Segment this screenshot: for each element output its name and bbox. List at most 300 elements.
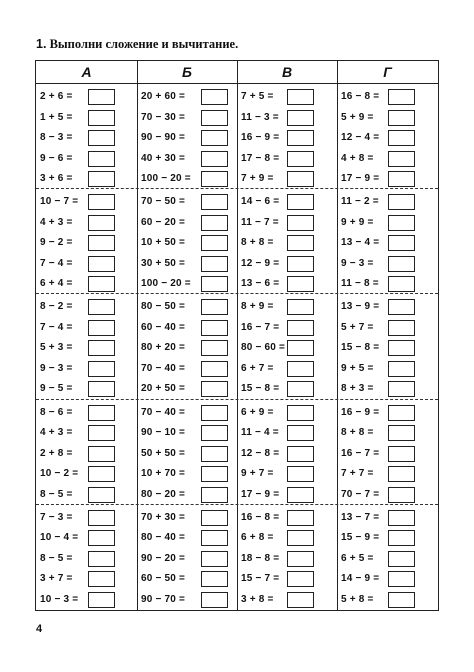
answer-box[interactable]: [201, 299, 228, 315]
answer-box[interactable]: [88, 592, 115, 608]
problem-expression: 8 − 5 =: [40, 488, 73, 500]
problem-row: [337, 592, 438, 610]
answer-box[interactable]: [88, 466, 115, 482]
problem-expression: 80 − 40 =: [141, 532, 186, 544]
problem-expression: 11 − 2 =: [341, 196, 379, 208]
exercise-table: [35, 60, 439, 611]
column-header-2: Б: [182, 64, 192, 80]
answer-box[interactable]: [88, 571, 115, 587]
problem-row: [137, 256, 237, 274]
answer-box[interactable]: [88, 320, 115, 336]
problem-expression: 4 + 3 =: [40, 216, 73, 228]
answer-box[interactable]: [88, 446, 115, 462]
problem-row: [36, 466, 137, 484]
answer-box[interactable]: [388, 340, 415, 356]
problem-expression: 15 − 8 =: [341, 342, 380, 354]
problem-expression: 7 + 5 =: [241, 91, 274, 102]
problem-row: [237, 425, 337, 443]
problem-expression: 7 − 3 =: [40, 511, 73, 523]
problem-row: [337, 425, 438, 443]
answer-box[interactable]: [287, 592, 314, 608]
problem-row: [36, 405, 137, 423]
answer-box[interactable]: [287, 446, 314, 462]
answer-box[interactable]: [388, 571, 415, 587]
answer-box[interactable]: [201, 405, 228, 421]
problem-row: [36, 235, 137, 253]
problem-expression: 10 − 7 =: [40, 196, 79, 208]
problem-expression: 5 + 7 =: [341, 321, 374, 333]
problem-expression: 16 − 9 =: [241, 132, 280, 143]
problem-row: [337, 215, 438, 233]
answer-box[interactable]: [201, 425, 228, 441]
problem-row: [137, 381, 237, 399]
problem-expression: 1 + 5 =: [40, 111, 73, 123]
problem-row: [337, 235, 438, 253]
problem-row: [36, 530, 137, 548]
problem-row: [337, 571, 438, 589]
problem-row: [137, 320, 237, 338]
answer-box[interactable]: [388, 320, 415, 336]
answer-box[interactable]: [287, 235, 314, 251]
problem-expression: 8 + 3 =: [341, 383, 374, 395]
problem-expression: 5 + 3 =: [40, 342, 73, 354]
problem-row: [337, 194, 438, 212]
problem-expression: 13 − 9 =: [341, 301, 380, 313]
answer-box[interactable]: [287, 171, 314, 187]
group-separator: [36, 188, 438, 189]
problem-row: [36, 551, 137, 569]
problem-expression: 16 − 7 =: [241, 321, 280, 333]
problem-row: [337, 510, 438, 528]
problem-expression: 6 + 7 =: [241, 362, 274, 374]
problem-row: [337, 130, 438, 148]
problem-row: [337, 151, 438, 169]
problem-expression: 70 − 40 =: [141, 406, 186, 418]
problem-row: [36, 340, 137, 358]
problem-expression: 30 + 50 =: [141, 257, 186, 269]
problem-expression: 9 − 5 =: [40, 383, 73, 395]
problem-row: [237, 110, 337, 128]
problem-expression: 40 + 30 =: [141, 152, 186, 164]
problem-expression: 70 − 30 =: [141, 111, 186, 123]
problem-row: [36, 110, 137, 128]
problem-row: [237, 466, 337, 484]
problem-expression: 60 − 40 =: [141, 321, 186, 333]
answer-box[interactable]: [287, 381, 314, 397]
problem-expression: 16 − 8 =: [241, 511, 280, 523]
problem-expression: 16 − 7 =: [341, 447, 380, 459]
problem-row: [36, 215, 137, 233]
problem-expression: 15 − 8 =: [241, 383, 280, 395]
answer-box[interactable]: [201, 215, 228, 231]
problem-row: [137, 405, 237, 423]
problem-row: [237, 171, 337, 189]
problem-row: [36, 130, 137, 148]
page-number: 4: [36, 623, 43, 635]
problem-expression: 5 + 9 =: [341, 111, 374, 123]
problem-row: [337, 89, 438, 107]
problem-row: [137, 530, 237, 548]
problem-row: [337, 299, 438, 317]
problem-row: [36, 510, 137, 528]
problem-row: [36, 592, 137, 610]
answer-box[interactable]: [388, 151, 415, 167]
problem-expression: 90 − 20 =: [141, 552, 186, 564]
problem-row: [137, 466, 237, 484]
problem-expression: 6 + 4 =: [40, 278, 73, 290]
problem-row: [237, 194, 337, 212]
problem-row: [237, 361, 337, 379]
problem-expression: 3 + 8 =: [241, 593, 274, 605]
answer-box[interactable]: [388, 510, 415, 526]
answer-box[interactable]: [201, 530, 228, 546]
problem-expression: 80 − 60 =: [241, 342, 286, 354]
problem-row: [36, 151, 137, 169]
problem-row: [337, 340, 438, 358]
problem-expression: 50 + 50 =: [141, 447, 186, 459]
answer-box[interactable]: [201, 256, 228, 272]
answer-box[interactable]: [388, 551, 415, 567]
answer-box[interactable]: [287, 256, 314, 272]
problem-row: [137, 110, 237, 128]
answer-box[interactable]: [287, 510, 314, 526]
problem-expression: 13 − 6 =: [241, 278, 280, 290]
answer-box[interactable]: [201, 171, 228, 187]
problem-expression: 90 − 10 =: [141, 427, 186, 439]
problem-expression: 10 − 3 =: [40, 593, 79, 605]
problem-expression: 7 − 4 =: [40, 257, 73, 269]
problem-expression: 7 − 4 =: [40, 321, 73, 333]
problem-row: [237, 340, 337, 358]
problem-expression: 80 + 20 =: [141, 342, 186, 354]
answer-box[interactable]: [287, 551, 314, 567]
problem-row: [237, 235, 337, 253]
problem-expression: 80 − 50 =: [141, 301, 186, 313]
problem-expression: 6 + 5 =: [341, 552, 374, 564]
problem-expression: 9 − 6 =: [40, 152, 73, 164]
answer-box[interactable]: [388, 256, 415, 272]
problem-row: [137, 487, 237, 505]
answer-box[interactable]: [388, 446, 415, 462]
answer-box[interactable]: [287, 276, 314, 292]
group-separator: [36, 504, 438, 505]
answer-box[interactable]: [287, 299, 314, 315]
answer-box[interactable]: [287, 361, 314, 377]
problem-row: [337, 381, 438, 399]
problem-expression: 100 − 20 =: [141, 173, 191, 184]
answer-box[interactable]: [201, 340, 228, 356]
answer-box[interactable]: [388, 110, 415, 126]
answer-box[interactable]: [88, 256, 115, 272]
answer-box[interactable]: [88, 276, 115, 292]
answer-box[interactable]: [88, 151, 115, 167]
problem-expression: 8 − 2 =: [40, 301, 73, 313]
problem-expression: 10 + 50 =: [141, 237, 186, 249]
problem-expression: 11 − 4 =: [241, 427, 279, 439]
problem-expression: 9 + 7 =: [241, 468, 274, 480]
answer-box[interactable]: [88, 551, 115, 567]
answer-box[interactable]: [388, 276, 415, 292]
problem-row: [137, 361, 237, 379]
group-separator: [36, 399, 438, 400]
answer-box[interactable]: [88, 194, 115, 210]
answer-box[interactable]: [287, 215, 314, 231]
problem-row: [237, 381, 337, 399]
problem-row: [36, 361, 137, 379]
problem-row: [337, 361, 438, 379]
problem-row: [137, 425, 237, 443]
problem-row: [237, 405, 337, 423]
problem-expression: 8 + 8 =: [341, 427, 374, 439]
problem-expression: 11 − 7 =: [241, 216, 279, 228]
problem-row: [36, 276, 137, 294]
problem-row: [36, 320, 137, 338]
answer-box[interactable]: [201, 320, 228, 336]
problem-expression: 8 − 3 =: [40, 132, 73, 143]
answer-box[interactable]: [88, 235, 115, 251]
problem-row: [137, 592, 237, 610]
answer-box[interactable]: [88, 530, 115, 546]
answer-box[interactable]: [388, 425, 415, 441]
answer-box[interactable]: [201, 381, 228, 397]
answer-box[interactable]: [287, 194, 314, 210]
answer-box[interactable]: [287, 151, 314, 167]
problem-row: [237, 151, 337, 169]
problem-row: [237, 571, 337, 589]
problem-expression: 11 − 3 =: [241, 111, 279, 123]
answer-box[interactable]: [201, 89, 228, 105]
answer-box[interactable]: [287, 130, 314, 146]
problem-expression: 8 + 8 =: [241, 237, 274, 249]
answer-box[interactable]: [88, 361, 115, 377]
problem-row: [337, 320, 438, 338]
answer-box[interactable]: [388, 235, 415, 251]
problem-expression: 17 − 9 =: [341, 173, 380, 184]
problem-row: [36, 425, 137, 443]
problem-expression: 10 − 2 =: [40, 468, 79, 480]
answer-box[interactable]: [201, 487, 228, 503]
answer-box[interactable]: [88, 405, 115, 421]
problem-row: [337, 530, 438, 548]
problem-row: [237, 299, 337, 317]
problem-row: [137, 299, 237, 317]
answer-box[interactable]: [201, 194, 228, 210]
problem-row: [36, 89, 137, 107]
problem-row: [337, 276, 438, 294]
problem-expression: 9 + 9 =: [341, 216, 374, 228]
problem-expression: 90 − 70 =: [141, 593, 186, 605]
problem-row: [36, 381, 137, 399]
problem-row: [36, 487, 137, 505]
problem-row: [137, 171, 237, 189]
problem-row: [137, 151, 237, 169]
problem-row: [237, 487, 337, 505]
answer-box[interactable]: [201, 510, 228, 526]
problem-row: [137, 89, 237, 107]
answer-box[interactable]: [287, 320, 314, 336]
problem-row: [137, 571, 237, 589]
problem-row: [337, 487, 438, 505]
problem-expression: 8 + 9 =: [241, 301, 274, 313]
problem-row: [237, 446, 337, 464]
answer-box[interactable]: [388, 89, 415, 105]
problem-row: [36, 446, 137, 464]
answer-box[interactable]: [388, 299, 415, 315]
problem-expression: 20 + 50 =: [141, 383, 186, 395]
answer-box[interactable]: [388, 194, 415, 210]
problem-expression: 12 − 9 =: [241, 257, 280, 269]
answer-box[interactable]: [388, 405, 415, 421]
problem-row: [237, 215, 337, 233]
problem-row: [137, 130, 237, 148]
answer-box[interactable]: [388, 530, 415, 546]
problem-expression: 3 + 6 =: [40, 173, 73, 184]
problem-row: [237, 510, 337, 528]
problem-expression: 12 − 4 =: [341, 132, 380, 143]
problem-row: [237, 592, 337, 610]
problem-expression: 14 − 6 =: [241, 196, 280, 208]
problem-expression: 5 + 8 =: [341, 593, 374, 605]
problem-row: [237, 130, 337, 148]
answer-box[interactable]: [88, 110, 115, 126]
answer-box[interactable]: [287, 530, 314, 546]
answer-box[interactable]: [88, 215, 115, 231]
answer-box[interactable]: [201, 466, 228, 482]
problem-expression: 2 + 8 =: [40, 447, 73, 459]
answer-box[interactable]: [201, 551, 228, 567]
problem-row: [237, 276, 337, 294]
problem-expression: 60 − 50 =: [141, 573, 186, 585]
problem-expression: 13 − 4 =: [341, 237, 380, 249]
problem-expression: 80 − 20 =: [141, 488, 186, 500]
answer-box[interactable]: [388, 361, 415, 377]
problem-row: [36, 171, 137, 189]
column-header-4: Г: [383, 64, 392, 80]
problem-expression: 6 + 9 =: [241, 406, 274, 418]
problem-expression: 16 − 9 =: [341, 406, 380, 418]
answer-box[interactable]: [88, 510, 115, 526]
problem-row: [36, 194, 137, 212]
problem-expression: 10 + 70 =: [141, 468, 186, 480]
answer-box[interactable]: [201, 276, 228, 292]
problem-expression: 20 + 60 =: [141, 91, 186, 102]
problem-expression: 13 − 7 =: [341, 511, 380, 523]
answer-box[interactable]: [287, 487, 314, 503]
problem-expression: 9 − 3 =: [40, 362, 73, 374]
problem-expression: 9 + 5 =: [341, 362, 374, 374]
answer-box[interactable]: [88, 171, 115, 187]
problem-row: [337, 551, 438, 569]
answer-box[interactable]: [287, 466, 314, 482]
answer-box[interactable]: [388, 466, 415, 482]
answer-box[interactable]: [88, 89, 115, 105]
answer-box[interactable]: [388, 215, 415, 231]
problem-expression: 7 + 9 =: [241, 173, 274, 184]
answer-box[interactable]: [201, 592, 228, 608]
answer-box[interactable]: [201, 446, 228, 462]
column-header-1: А: [81, 64, 92, 80]
problem-expression: 14 − 9 =: [341, 573, 380, 585]
answer-box[interactable]: [287, 340, 314, 356]
answer-box[interactable]: [287, 571, 314, 587]
problem-row: [137, 340, 237, 358]
answer-box[interactable]: [287, 89, 314, 105]
column-header-3: В: [281, 64, 293, 80]
problem-row: [36, 256, 137, 274]
problem-row: [237, 256, 337, 274]
answer-box[interactable]: [287, 425, 314, 441]
problem-row: [237, 551, 337, 569]
problem-row: [237, 530, 337, 548]
answer-box[interactable]: [388, 171, 415, 187]
problem-row: [337, 446, 438, 464]
problem-expression: 17 − 8 =: [241, 152, 280, 164]
problem-row: [137, 276, 237, 294]
problem-expression: 9 − 2 =: [40, 237, 73, 249]
answer-box[interactable]: [88, 299, 115, 315]
problem-expression: 8 − 6 =: [40, 406, 73, 418]
problem-expression: 2 + 6 =: [40, 91, 73, 102]
answer-box[interactable]: [388, 381, 415, 397]
problem-row: [137, 551, 237, 569]
problem-row: [237, 89, 337, 107]
answer-box[interactable]: [88, 130, 115, 146]
problem-expression: 7 + 7 =: [341, 468, 374, 480]
answer-box[interactable]: [201, 151, 228, 167]
exercise-number: 1.: [36, 37, 47, 51]
problem-row: [137, 446, 237, 464]
answer-box[interactable]: [88, 340, 115, 356]
group-separator: [36, 293, 438, 294]
answer-box[interactable]: [88, 487, 115, 503]
problem-expression: 3 + 7 =: [40, 573, 73, 585]
answer-box[interactable]: [88, 381, 115, 397]
answer-box[interactable]: [201, 571, 228, 587]
problem-row: [237, 320, 337, 338]
problem-expression: 12 − 8 =: [241, 447, 280, 459]
problem-expression: 18 − 8 =: [241, 552, 280, 564]
exercise-title: [36, 37, 238, 52]
problem-expression: 70 + 30 =: [141, 511, 186, 523]
problem-expression: 15 − 9 =: [341, 532, 380, 544]
problem-row: [337, 171, 438, 189]
problem-expression: 9 − 3 =: [341, 257, 374, 269]
problem-expression: 60 − 20 =: [141, 216, 186, 228]
problem-row: [137, 215, 237, 233]
answer-box[interactable]: [201, 235, 228, 251]
problem-expression: 100 − 20 =: [141, 278, 191, 290]
answer-box[interactable]: [201, 130, 228, 146]
problem-expression: 17 − 9 =: [241, 488, 280, 500]
answer-box[interactable]: [287, 110, 314, 126]
exercise-instruction: Выполни сложение и вычитание.: [49, 37, 239, 51]
answer-box[interactable]: [88, 425, 115, 441]
problem-expression: 70 − 50 =: [141, 196, 186, 208]
answer-box[interactable]: [287, 405, 314, 421]
answer-box[interactable]: [201, 110, 228, 126]
problem-row: [137, 194, 237, 212]
problem-row: [337, 110, 438, 128]
problem-row: [337, 466, 438, 484]
answer-box[interactable]: [388, 592, 415, 608]
problem-row: [337, 256, 438, 274]
problem-expression: 4 + 8 =: [341, 152, 374, 164]
answer-box[interactable]: [388, 487, 415, 503]
problem-expression: 15 − 7 =: [241, 573, 280, 585]
problem-expression: 8 − 5 =: [40, 552, 73, 564]
answer-box[interactable]: [388, 130, 415, 146]
answer-box[interactable]: [201, 361, 228, 377]
